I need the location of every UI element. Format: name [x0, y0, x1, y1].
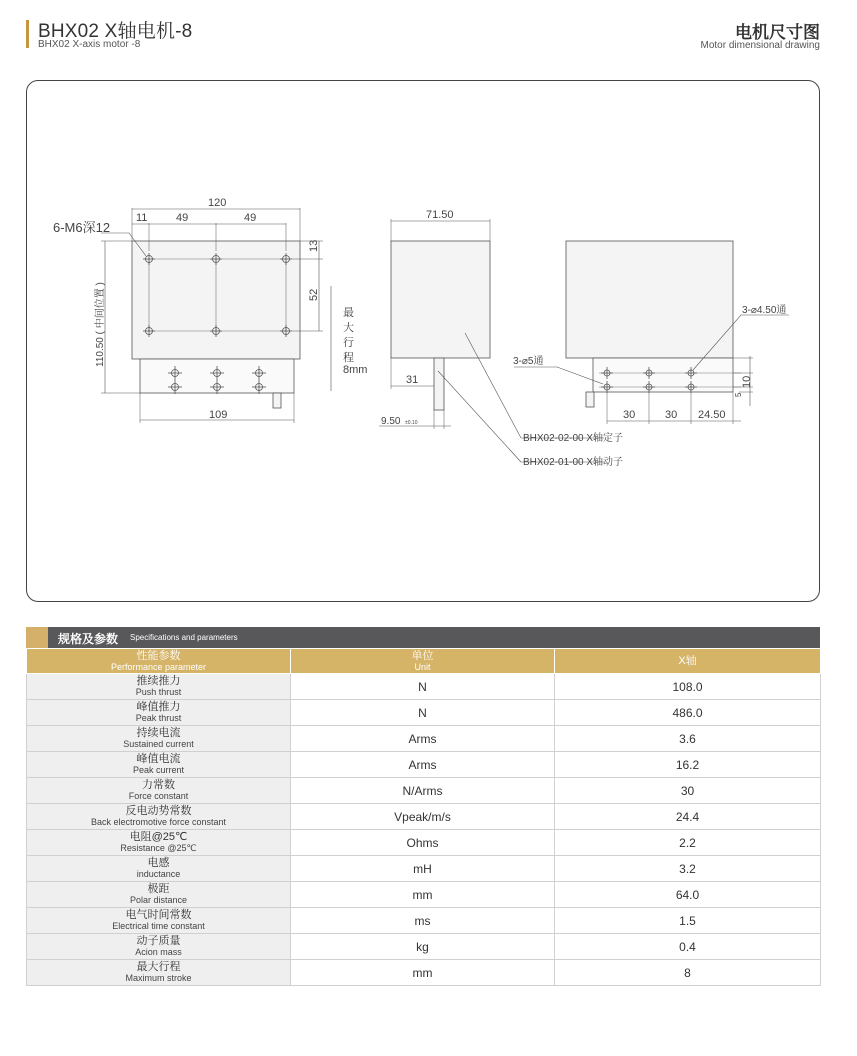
spec-header	[26, 627, 820, 648]
end-view	[514, 241, 789, 424]
value-cell: 2.2	[555, 830, 821, 856]
end-stator-body	[566, 241, 733, 358]
parameter-cell	[27, 960, 291, 986]
unit-cell: N/Arms	[291, 778, 555, 804]
table-row	[27, 674, 821, 700]
dim-110-50: 110.50 ( 中间位置 )	[95, 282, 106, 367]
value-cell: 108.0	[555, 674, 821, 700]
stroke-char-4: 程	[343, 352, 354, 364]
value-cell: 1.5	[555, 908, 821, 934]
unit-cell: Vpeak/m/s	[291, 804, 555, 830]
cable-stub	[273, 393, 281, 408]
dim-30-b: 30	[665, 409, 678, 421]
value-cell: 30	[555, 778, 821, 804]
unit-cell: Arms	[291, 752, 555, 778]
parameter-name-cn: 最大行程	[136, 961, 181, 973]
column-header-parameter: 性能参数 Performance parameter	[27, 649, 291, 674]
table-row	[27, 804, 821, 830]
table-row	[27, 778, 821, 804]
parameter-name-en: Electrical time constant	[112, 921, 205, 931]
side-mover-blade	[434, 358, 444, 410]
unit-cell: mm	[291, 960, 555, 986]
side-stator-body	[391, 241, 490, 358]
unit-cell: mm	[291, 882, 555, 908]
spec-title-cn: 规格及参数	[58, 632, 119, 646]
parameter-name-en: Back electromotive force constant	[90, 817, 227, 827]
parameter-name-cn: 持续电流	[136, 727, 181, 739]
dim-24-50: 24.50	[698, 409, 726, 421]
parameter-name-en: Sustained current	[123, 739, 194, 749]
value-cell: 3.6	[555, 726, 821, 752]
table-row	[27, 700, 821, 726]
parameter-name-cn: 电气时间常数	[125, 909, 192, 921]
dim-31: 31	[406, 374, 419, 386]
parameter-cell	[27, 726, 291, 752]
parameter-name-cn: 电感	[147, 857, 170, 869]
header-accent-bar	[26, 20, 29, 48]
value-cell: 16.2	[555, 752, 821, 778]
dim-9-50: 9.50	[381, 416, 401, 427]
section-subtitle: Motor dimensional drawing	[700, 40, 820, 51]
parameter-name-en: Push thrust	[135, 687, 182, 697]
table-row	[27, 934, 821, 960]
parameter-cell	[27, 934, 291, 960]
table-row	[27, 752, 821, 778]
dim-9-50-tolerance: ±0.10	[405, 420, 418, 426]
hole-note-c: 3-⌀5通	[513, 356, 544, 367]
value-cell: 0.4	[555, 934, 821, 960]
parameter-name-cn: 推续推力	[136, 675, 181, 687]
value-cell: 486.0	[555, 700, 821, 726]
table-row	[27, 908, 821, 934]
parameter-name-en: Peak current	[132, 765, 185, 775]
dim-49-right: 49	[244, 212, 257, 224]
unit-cell: N	[291, 674, 555, 700]
dim-71-50: 71.50	[426, 209, 454, 221]
stator-part-label: BHX02-02-00 X轴定子	[523, 433, 624, 444]
parameter-name-en: Force constant	[128, 791, 189, 801]
parameter-cell	[27, 778, 291, 804]
table-row	[27, 960, 821, 986]
parameter-name-cn: 动子质量	[136, 935, 181, 947]
parameter-cell	[27, 856, 291, 882]
value-cell: 24.4	[555, 804, 821, 830]
spec-table	[26, 648, 821, 986]
parameter-cell	[27, 908, 291, 934]
dim-11: 11	[136, 212, 148, 224]
column-header-x-axis: X轴	[555, 649, 821, 674]
value-cell: 64.0	[555, 882, 821, 908]
dim-49-left: 49	[176, 212, 189, 224]
parameter-cell	[27, 804, 291, 830]
parameter-name-cn: 电阻@25℃	[129, 831, 188, 843]
parameter-cell	[27, 882, 291, 908]
spec-column-headers	[27, 649, 821, 674]
spec-title-en: Specifications and parameters	[130, 633, 238, 642]
spec-header-tab	[26, 627, 48, 648]
table-row	[27, 856, 821, 882]
mover-part-label: BHX02-01-00 X轴动子	[523, 457, 624, 468]
parameter-name-en: Peak thrust	[135, 713, 182, 723]
front-view	[101, 208, 331, 423]
unit-cell: kg	[291, 934, 555, 960]
unit-cell: Ohms	[291, 830, 555, 856]
parameter-name-en: Polar distance	[129, 895, 188, 905]
hole-note: 6-M6深12	[53, 220, 111, 235]
value-cell: 3.2	[555, 856, 821, 882]
parameter-name-en: Resistance @25℃	[120, 843, 197, 853]
dimensional-drawing-frame	[26, 80, 820, 602]
stroke-value: 8mm	[343, 364, 368, 376]
stroke-char-2: 大	[343, 322, 354, 334]
dim-120: 120	[208, 197, 227, 209]
parameter-name-cn: 极距	[147, 883, 170, 895]
dim-10: 10	[741, 375, 753, 388]
spec-section	[26, 627, 820, 986]
column-header-unit: 单位 Unit	[291, 649, 555, 674]
dim-5: 5	[734, 392, 743, 397]
parameter-cell	[27, 752, 291, 778]
unit-cell: mH	[291, 856, 555, 882]
parameter-cell	[27, 830, 291, 856]
parameter-name-en: Maximum stroke	[125, 973, 192, 983]
dim-52: 52	[308, 288, 320, 301]
dim-109: 109	[209, 409, 228, 421]
parameter-name-en: Acion mass	[135, 947, 182, 957]
table-row	[27, 830, 821, 856]
table-row	[27, 726, 821, 752]
end-cable-stub	[586, 392, 594, 407]
parameter-name-cn: 反电动势常数	[125, 805, 192, 817]
value-cell: 8	[555, 960, 821, 986]
section-title: 电机尺寸图	[735, 23, 820, 42]
page-title: BHX02 X轴电机-8	[38, 21, 193, 42]
dim-30-a: 30	[623, 409, 636, 421]
parameter-name-cn: 峰值电流	[136, 753, 181, 765]
dimensional-drawing	[27, 81, 821, 603]
unit-cell: Arms	[291, 726, 555, 752]
unit-cell: ms	[291, 908, 555, 934]
page-subtitle: BHX02 X-axis motor -8	[38, 39, 141, 50]
parameter-name-cn: 峰值推力	[136, 701, 181, 713]
dim-13: 13	[308, 239, 320, 252]
parameter-name-cn: 力常数	[142, 779, 175, 791]
stroke-char-3: 行	[343, 337, 354, 349]
unit-cell: N	[291, 700, 555, 726]
stroke-char-1: 最	[343, 307, 354, 319]
parameter-name-en: inductance	[136, 869, 181, 879]
parameter-cell	[27, 674, 291, 700]
parameter-cell	[27, 700, 291, 726]
table-row	[27, 882, 821, 908]
hole-note-b: 3-⌀4.50通	[742, 305, 787, 316]
